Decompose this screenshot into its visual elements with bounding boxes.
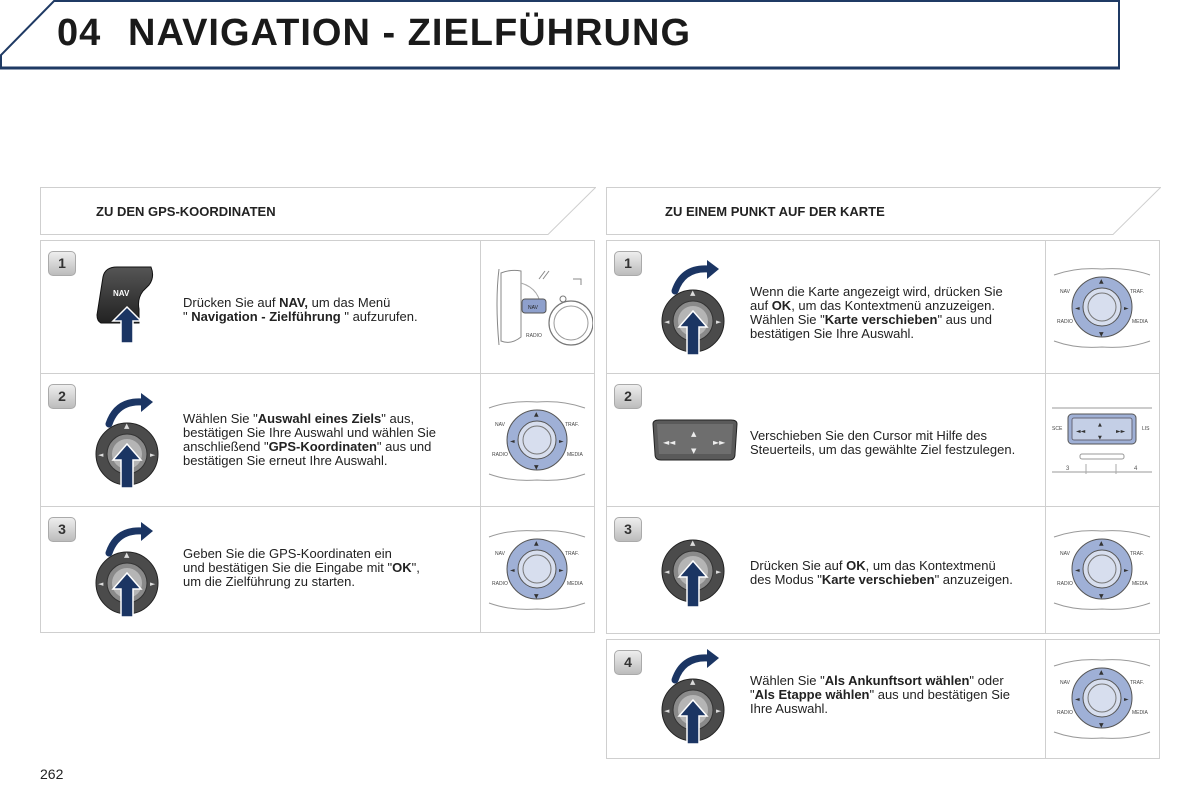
step-number-badge: 1 xyxy=(48,251,76,276)
svg-text:►: ► xyxy=(716,707,722,715)
svg-text:▲: ▲ xyxy=(534,540,539,547)
left-section-title: ZU DEN GPS-KOORDINATEN xyxy=(96,204,276,219)
svg-text:▲: ▲ xyxy=(690,678,696,686)
svg-text:►: ► xyxy=(716,568,722,576)
svg-text:3: 3 xyxy=(1066,466,1070,472)
svg-text:RADIO: RADIO xyxy=(1057,710,1073,716)
svg-text:MEDIA: MEDIA xyxy=(567,452,583,458)
control-panel-icon xyxy=(481,374,593,506)
right-section-title: ZU EINEM PUNKT AUF DER KARTE xyxy=(665,204,885,219)
svg-text:RADIO: RADIO xyxy=(492,581,508,587)
chapter-title: NAVIGATION - ZIELFÜHRUNG xyxy=(128,12,691,54)
step-number-badge: 3 xyxy=(48,517,76,542)
step-side-panel xyxy=(1045,507,1159,633)
svg-text:▼: ▼ xyxy=(691,447,697,455)
svg-text:►: ► xyxy=(1124,305,1129,312)
control-panel-icon xyxy=(1046,640,1158,758)
svg-text:►►: ►► xyxy=(713,438,726,447)
svg-text:►►: ►► xyxy=(1116,428,1126,435)
svg-text:4: 4 xyxy=(1134,466,1138,472)
step-side-panel xyxy=(480,241,594,373)
step-description: Wenn die Karte angezeigt wird, drücken Sie auf OK, um das Kontextmenü anzuzeigen. Wählen Sie "Karte verschieben" aus und bestätigen Sie Ihre Auswahl. xyxy=(750,284,1003,341)
step-side-panel xyxy=(480,374,594,506)
svg-text:▲: ▲ xyxy=(124,551,130,559)
svg-text:RADIO: RADIO xyxy=(526,333,542,339)
left-step-1 xyxy=(40,240,595,374)
svg-text:►: ► xyxy=(150,580,156,588)
svg-text:►: ► xyxy=(150,451,156,459)
svg-text:MEDIA: MEDIA xyxy=(567,581,583,587)
svg-text:◄◄: ◄◄ xyxy=(1076,428,1086,435)
nav-button-label: NAV xyxy=(113,289,130,298)
svg-text:MEDIA: MEDIA xyxy=(1132,710,1148,716)
step-number-badge: 2 xyxy=(614,384,642,409)
svg-text:▼: ▼ xyxy=(534,464,539,471)
right-step-2 xyxy=(606,373,1160,507)
nav-button-icon xyxy=(93,263,173,345)
direction-pad-icon xyxy=(649,418,741,464)
svg-text:NAV: NAV xyxy=(1060,551,1070,557)
svg-text:◄: ◄ xyxy=(98,451,104,459)
svg-text:▼: ▼ xyxy=(1099,593,1104,600)
svg-text:SCE: SCE xyxy=(1052,426,1063,432)
right-step-4 xyxy=(606,639,1160,759)
svg-text:TRAF.: TRAF. xyxy=(565,551,579,557)
svg-text:◄: ◄ xyxy=(510,438,515,445)
svg-text:◄: ◄ xyxy=(664,568,670,576)
svg-text:NAV: NAV xyxy=(528,305,538,311)
svg-text:TRAF.: TRAF. xyxy=(1130,680,1144,686)
page-number: 262 xyxy=(40,766,64,782)
step-description: Wählen Sie "Als Ankunftsort wählen" oder "Als Etappe wählen" aus und bestätigen Sie Ihre Auswahl. xyxy=(750,673,1010,716)
svg-text:▼: ▼ xyxy=(534,593,539,600)
svg-text:◄: ◄ xyxy=(664,707,670,715)
chapter-number: 04 xyxy=(57,12,102,54)
svg-text:►: ► xyxy=(1124,696,1129,703)
svg-text:◄: ◄ xyxy=(1075,305,1080,312)
svg-text:◄: ◄ xyxy=(98,580,104,588)
right-section-header xyxy=(606,187,1161,235)
rotary-knob-icon xyxy=(93,392,165,492)
svg-text:MEDIA: MEDIA xyxy=(1132,581,1148,587)
svg-text:◄: ◄ xyxy=(510,567,515,574)
svg-text:▲: ▲ xyxy=(534,411,539,418)
control-panel-icon xyxy=(1046,374,1158,506)
svg-text:LIS: LIS xyxy=(1142,426,1150,432)
svg-text:▲: ▲ xyxy=(1098,422,1102,428)
step-side-panel xyxy=(1045,640,1159,758)
svg-text:◄: ◄ xyxy=(1075,696,1080,703)
svg-text:◄: ◄ xyxy=(1075,567,1080,574)
svg-text:NAV: NAV xyxy=(1060,289,1070,295)
step-side-panel xyxy=(1045,374,1159,506)
step-description: Drücken Sie auf OK, um das Kontextmenü des Modus "Karte verschieben" anzuzeigen. xyxy=(750,558,1013,587)
left-section-header xyxy=(40,187,596,235)
svg-text:▲: ▲ xyxy=(1099,540,1104,547)
svg-text:▼: ▼ xyxy=(1099,722,1104,729)
right-step-1 xyxy=(606,240,1160,374)
svg-text:TRAF.: TRAF. xyxy=(1130,289,1144,295)
svg-text:►: ► xyxy=(559,567,564,574)
svg-text:NAV: NAV xyxy=(495,551,505,557)
step-number-badge: 2 xyxy=(48,384,76,409)
rotary-knob-icon xyxy=(659,259,731,359)
step-side-panel xyxy=(1045,241,1159,373)
svg-text:▼: ▼ xyxy=(1098,435,1102,441)
step-side-panel xyxy=(480,507,594,632)
svg-text:RADIO: RADIO xyxy=(1057,319,1073,325)
right-step-3 xyxy=(606,506,1160,634)
svg-text:◄◄: ◄◄ xyxy=(663,438,676,447)
svg-text:▲: ▲ xyxy=(124,422,130,430)
rotary-knob-icon xyxy=(93,521,165,621)
step-number-badge: 4 xyxy=(614,650,642,675)
svg-text:▲: ▲ xyxy=(690,539,696,547)
rotary-knob-icon xyxy=(659,648,731,748)
svg-text:▼: ▼ xyxy=(1099,331,1104,338)
control-panel-icon xyxy=(1046,241,1158,373)
control-panel-icon xyxy=(481,507,593,632)
svg-text:TRAF.: TRAF. xyxy=(565,422,579,428)
step-description: Drücken Sie auf NAV, um das Menü " Navigation - Zielführung " aufzurufen. xyxy=(183,295,418,324)
left-step-3 xyxy=(40,506,595,633)
svg-text:MEDIA: MEDIA xyxy=(1132,319,1148,325)
chapter-header xyxy=(0,0,1120,70)
svg-text:RADIO: RADIO xyxy=(492,452,508,458)
step-number-badge: 1 xyxy=(614,251,642,276)
svg-text:▲: ▲ xyxy=(690,289,696,297)
svg-text:NAV: NAV xyxy=(495,422,505,428)
svg-text:▲: ▲ xyxy=(1099,669,1104,676)
svg-text:▲: ▲ xyxy=(691,430,697,438)
svg-text:TRAF.: TRAF. xyxy=(1130,551,1144,557)
rotary-knob-icon xyxy=(659,535,731,611)
svg-text:▲: ▲ xyxy=(1099,278,1104,285)
step-description: Verschieben Sie den Cursor mit Hilfe des Steuerteils, um das gewählte Ziel festzulegen. xyxy=(750,428,1016,457)
left-step-2 xyxy=(40,373,595,507)
svg-text:RADIO: RADIO xyxy=(1057,581,1073,587)
svg-text:►: ► xyxy=(1124,567,1129,574)
step-description: Wählen Sie "Auswahl eines Ziels" aus, bestätigen Sie Ihre Auswahl und wählen Sie anschließend "GPS-Koordinaten" aus und bestätigen Sie erneut Ihre Auswahl. xyxy=(183,411,436,468)
control-panel-icon xyxy=(1046,507,1158,633)
svg-text:►: ► xyxy=(716,318,722,326)
step-number-badge: 3 xyxy=(614,517,642,542)
step-description: Geben Sie die GPS-Koordinaten ein und bestätigen Sie die Eingabe mit "OK", um die Zielführung zu starten. xyxy=(183,546,420,589)
svg-text:►: ► xyxy=(559,438,564,445)
svg-text:◄: ◄ xyxy=(664,318,670,326)
control-panel-icon xyxy=(481,241,593,373)
svg-text:NAV: NAV xyxy=(1060,680,1070,686)
